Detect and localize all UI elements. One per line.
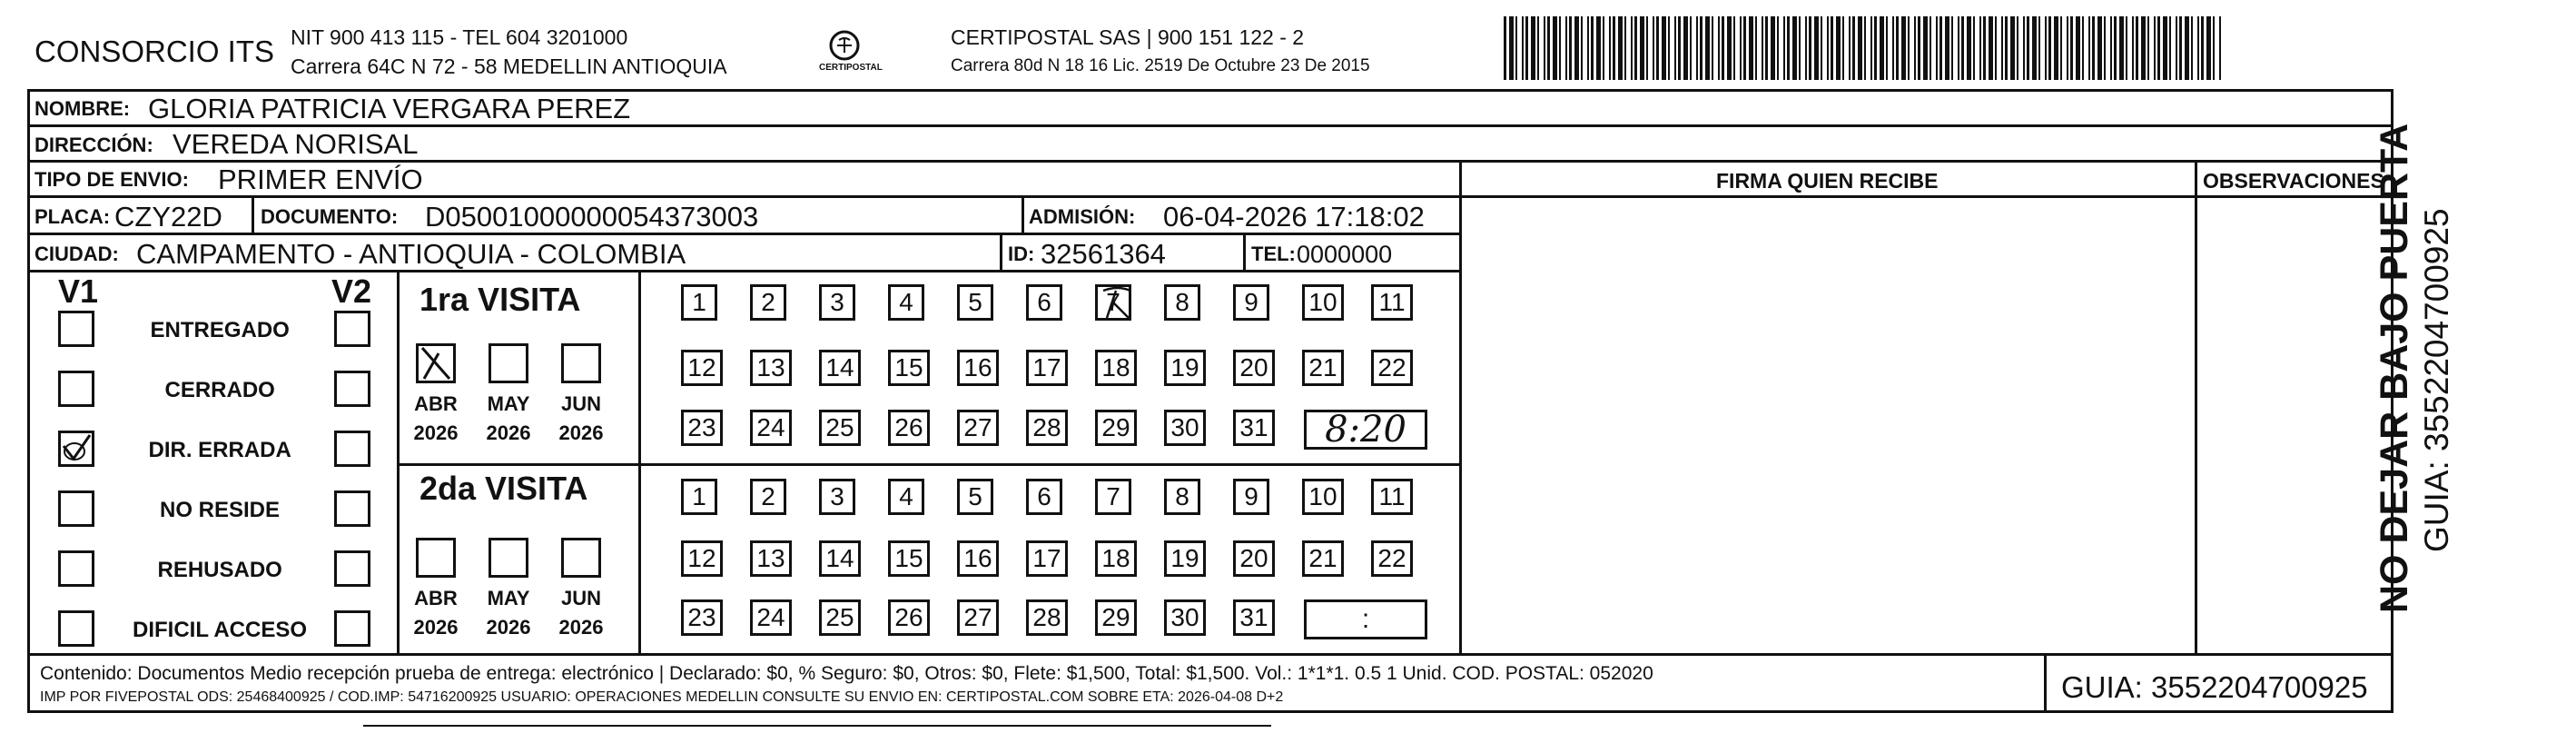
day-box[interactable]: 6 [1026, 284, 1062, 321]
field-divider [2195, 160, 2197, 653]
row-line [27, 195, 2393, 198]
day-box[interactable]: 25 [819, 599, 861, 636]
v1-checkbox[interactable] [58, 610, 94, 647]
month-checkbox-jun[interactable] [561, 538, 601, 578]
day-box[interactable]: 7 [1095, 479, 1131, 515]
day-box[interactable]: 1 [681, 284, 717, 321]
field-divider [1243, 233, 1246, 270]
tipo-label: TIPO DE ENVIO: [35, 168, 189, 191]
v2-checkbox[interactable] [334, 371, 370, 407]
v1-checkbox[interactable] [58, 371, 94, 407]
second-visit-title: 2da VISITA [419, 470, 588, 507]
v1-checkbox[interactable] [58, 311, 94, 347]
time-field[interactable]: 8:20 [1304, 410, 1427, 450]
check-mark-icon [419, 346, 453, 381]
id-value: 32561364 [1041, 238, 1166, 270]
firma-label: FIRMA QUIEN RECIBE [1716, 169, 1939, 193]
certipostal-logo [817, 27, 883, 77]
observaciones-label: OBSERVACIONES [2203, 169, 2384, 193]
documento-label: DOCUMENTO: [261, 205, 399, 228]
day-box[interactable]: 30 [1164, 410, 1206, 446]
day-box[interactable]: 18 [1095, 350, 1137, 386]
company-address: Carrera 64C N 72 - 58 MEDELLIN ANTIOQUIA [291, 54, 727, 78]
top-border [27, 89, 2393, 92]
day-box[interactable]: 26 [888, 599, 930, 636]
status-label: NO RESIDE [160, 498, 281, 522]
status-label: DIFICIL ACCESO [133, 618, 308, 642]
side-guia: GUIA: 3552204700925 [2418, 208, 2455, 552]
month-checkbox-may[interactable] [489, 343, 528, 383]
admision-value: 06-04-2026 17:18:02 [1163, 201, 1425, 233]
month-label: MAY [487, 392, 530, 415]
row-line [27, 233, 1462, 235]
day-box[interactable]: 22 [1371, 350, 1413, 386]
row-line [27, 160, 2393, 163]
company-name: CONSORCIO ITS [35, 35, 275, 68]
footer-contenido: Contenido: Documentos Medio recepción prueba de entrega: electrónico | Declarado: $0, % Seguro: $0, Otros: $0, Flete: $1,500, Total: $1,500. Vol.: 1*1*1. 0.5 1 Unid. COD. POSTAL: 052020 [40, 663, 1653, 684]
month-checkbox-may[interactable] [489, 538, 528, 578]
nombre-value: GLORIA PATRICIA VERGARA PEREZ [148, 93, 631, 124]
day-box[interactable]: 23 [681, 410, 723, 446]
check-mark-icon [61, 433, 92, 464]
tel-value: 0000000 [1297, 241, 1393, 268]
day-box[interactable]: 9 [1233, 284, 1269, 321]
year-label: 2026 [558, 616, 604, 639]
year-label: 2026 [486, 616, 531, 639]
row-line [27, 124, 2393, 127]
day-box[interactable]: 10 [1302, 284, 1344, 321]
v2-checkbox[interactable] [334, 610, 370, 647]
footer-divider [2044, 653, 2047, 710]
day-box[interactable]: 11 [1371, 284, 1413, 321]
tel-label: TEL: [1251, 243, 1296, 265]
field-divider [252, 195, 254, 233]
placa-value: CZY22D [114, 201, 222, 233]
tipo-value: PRIMER ENVÍO [218, 163, 423, 195]
month-label: ABR [414, 587, 458, 609]
day-box[interactable]: 21 [1302, 540, 1344, 577]
admision-label: ADMISIÓN: [1029, 205, 1136, 228]
month-label: ABR [414, 392, 458, 415]
day-box[interactable]: 31 [1233, 410, 1275, 446]
month-checkbox-abr[interactable] [416, 343, 456, 383]
direccion-value: VEREDA NORISAL [173, 128, 419, 160]
day-box[interactable]: 4 [888, 284, 924, 321]
check-mark-icon [1100, 287, 1134, 320]
month-label: JUN [560, 587, 601, 609]
row-line [27, 653, 2393, 656]
day-box[interactable]: 8 [1164, 284, 1200, 321]
field-divider [1459, 160, 1462, 653]
visit-divider [397, 270, 400, 653]
day-box[interactable]: 28 [1026, 599, 1068, 636]
first-visit-title: 1ra VISITA [419, 281, 581, 318]
day-box[interactable]: 29 [1095, 599, 1137, 636]
scan-line [363, 725, 1271, 727]
ciudad-value: CAMPAMENTO - ANTIOQUIA - COLOMBIA [136, 238, 686, 270]
day-box[interactable]: 16 [957, 540, 999, 577]
year-label: 2026 [413, 421, 459, 444]
year-label: 2026 [413, 616, 459, 639]
ciudad-label: CIUDAD: [35, 243, 119, 265]
day-box[interactable]: 29 [1095, 410, 1137, 446]
day-box[interactable]: 22 [1371, 540, 1413, 577]
day-box[interactable]: 24 [750, 599, 792, 636]
v2-checkbox[interactable] [334, 490, 370, 527]
footer-guia: GUIA: 3552204700925 [2061, 670, 2368, 704]
day-box[interactable]: 13 [750, 540, 792, 577]
status-label: DIR. ERRADA [148, 438, 291, 462]
day-box[interactable]: 24 [750, 410, 792, 446]
day-box[interactable]: 20 [1233, 540, 1275, 577]
day-box[interactable]: 19 [1164, 350, 1206, 386]
year-label: 2026 [558, 421, 604, 444]
row-line [27, 270, 1462, 272]
placa-label: PLACA: [35, 205, 111, 228]
v2-label: V2 [331, 272, 372, 310]
visit-divider [638, 270, 641, 653]
day-box[interactable]: 15 [888, 540, 930, 577]
day-box[interactable]: 11 [1371, 479, 1413, 515]
day-box[interactable]: 25 [819, 410, 861, 446]
status-label: REHUSADO [157, 558, 282, 582]
bottom-border [27, 710, 2393, 713]
day-box[interactable]: 6 [1026, 479, 1062, 515]
direccion-label: DIRECCIÓN: [35, 134, 153, 156]
month-label: MAY [487, 587, 530, 609]
certipostal-line2: Carrera 80d N 18 16 Lic. 2519 De Octubre 23 De 2015 [951, 56, 1370, 75]
day-box[interactable]: 5 [957, 284, 993, 321]
month-checkbox-jun[interactable] [561, 343, 601, 383]
day-box[interactable]: 27 [957, 410, 999, 446]
month-label: JUN [560, 392, 601, 415]
day-box[interactable]: 14 [819, 540, 861, 577]
v2-checkbox[interactable] [334, 311, 370, 347]
day-box[interactable]: 5 [957, 479, 993, 515]
id-label: ID: [1008, 243, 1035, 265]
day-box[interactable]: 26 [888, 410, 930, 446]
status-label: CERRADO [164, 378, 275, 402]
day-box[interactable]: 2 [750, 479, 786, 515]
day-box[interactable]: 10 [1302, 479, 1344, 515]
day-box[interactable]: 18 [1095, 540, 1137, 577]
time-field[interactable]: : [1304, 599, 1427, 639]
company-nit: NIT 900 413 115 - TEL 604 3201000 [291, 25, 628, 49]
day-box[interactable]: 9 [1233, 479, 1269, 515]
day-box[interactable]: 23 [681, 599, 723, 636]
v1-checkbox[interactable] [58, 490, 94, 527]
day-box[interactable]: 21 [1302, 350, 1344, 386]
day-box[interactable]: 20 [1233, 350, 1275, 386]
v2-checkbox[interactable] [334, 431, 370, 467]
status-label: ENTREGADO [150, 318, 290, 342]
day-box[interactable]: 15 [888, 350, 930, 386]
day-box[interactable]: 12 [681, 540, 723, 577]
day-box[interactable]: 3 [819, 479, 855, 515]
day-box[interactable]: 7 [1095, 284, 1131, 321]
day-box[interactable]: 16 [957, 350, 999, 386]
visit-divider [397, 463, 1462, 466]
day-box[interactable]: 1 [681, 479, 717, 515]
day-box[interactable]: 19 [1164, 540, 1206, 577]
logo-text: CERTIPOSTAL [819, 63, 883, 73]
day-box[interactable]: 2 [750, 284, 786, 321]
side-warning: NO DEJAR BAJO PUERTA [2373, 123, 2416, 613]
day-box[interactable]: 17 [1026, 540, 1068, 577]
day-box[interactable]: 14 [819, 350, 861, 386]
nombre-label: NOMBRE: [35, 97, 131, 120]
day-box[interactable]: 3 [819, 284, 855, 321]
day-box[interactable]: 31 [1233, 599, 1275, 636]
day-box[interactable]: 28 [1026, 410, 1068, 446]
field-divider [1000, 233, 1002, 270]
certipostal-line1: CERTIPOSTAL SAS | 900 151 122 - 2 [951, 25, 1305, 49]
footer-imp: IMP POR FIVEPOSTAL ODS: 25468400925 / COD.IMP: 54716200925 USUARIO: OPERACIONES MEDELLIN CONSULTE SU ENVIO EN: CERTIPOSTAL.COM SOBRE ETA: 2026-04-08 D+2 [40, 689, 1284, 705]
day-box[interactable]: 4 [888, 479, 924, 515]
day-box[interactable]: 30 [1164, 599, 1206, 636]
day-box[interactable]: 12 [681, 350, 723, 386]
year-label: 2026 [486, 421, 531, 444]
v1-label: V1 [58, 272, 99, 310]
day-box[interactable]: 17 [1026, 350, 1068, 386]
barcode [1504, 16, 2223, 80]
left-border [27, 89, 30, 712]
month-checkbox-abr[interactable] [416, 538, 456, 578]
day-box[interactable]: 8 [1164, 479, 1200, 515]
day-box[interactable]: 13 [750, 350, 792, 386]
v2-checkbox[interactable] [334, 550, 370, 587]
documento-value: D050010000000543730​03 [425, 201, 759, 233]
day-box[interactable]: 27 [957, 599, 999, 636]
field-divider [1022, 195, 1024, 233]
v1-checkbox[interactable] [58, 550, 94, 587]
v1-checkbox[interactable] [58, 431, 94, 467]
